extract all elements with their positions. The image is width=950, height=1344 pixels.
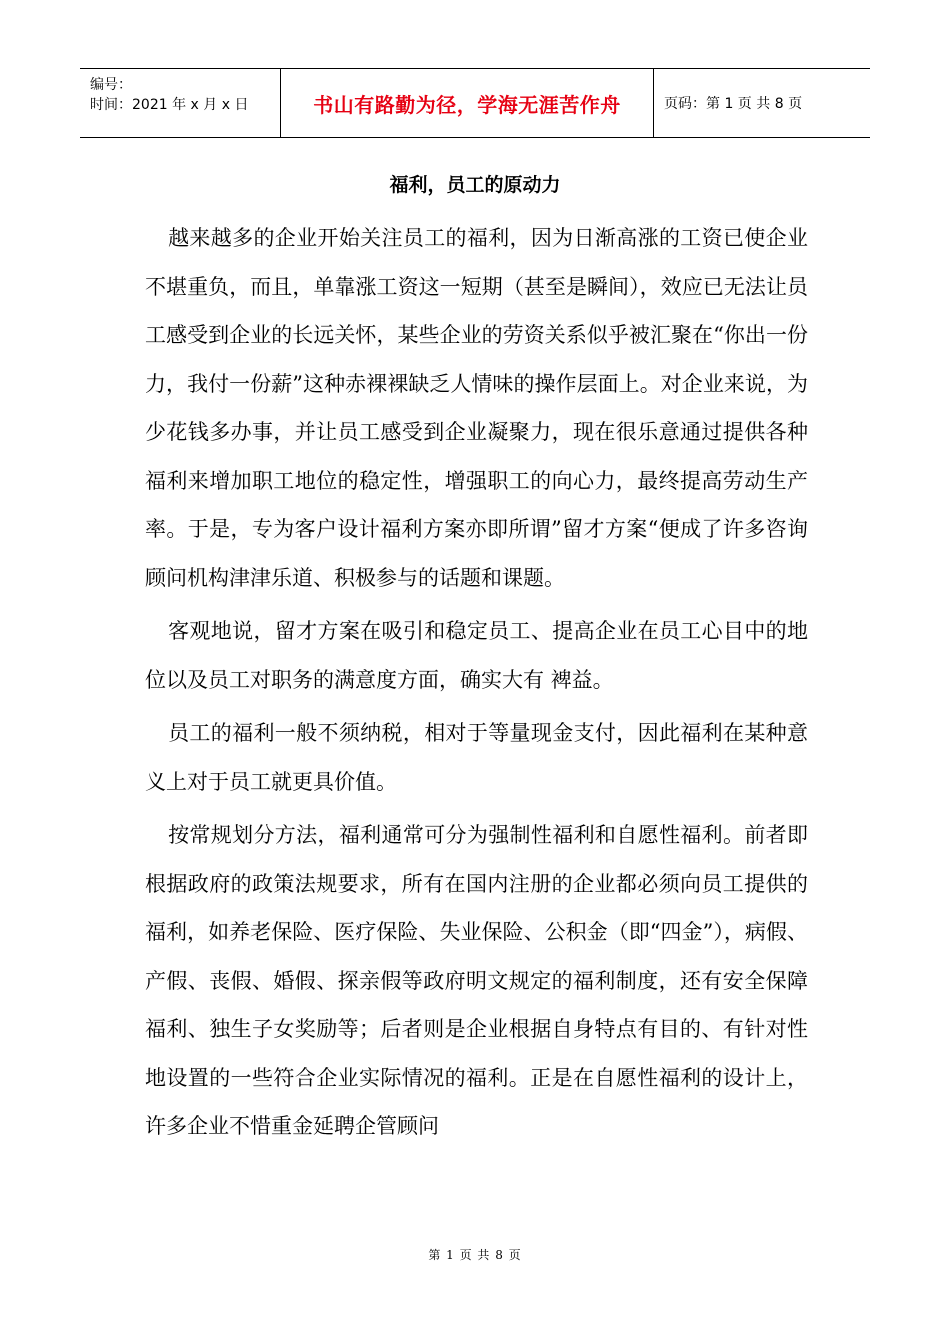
motto-text: 书山有路勤为径，学海无涯苦作舟 — [280, 69, 654, 137]
paragraph-1: 越来越多的企业开始关注员工的福利，因为日渐高涨的工资已使企业不堪重负，而且，单靠涨工资这一短期（甚至是瞬间），效应已无法让员工感受到企业的长远关怀，某些企业的劳资关系似乎被汇聚在“你出一份力，我付一份薪”这种赤裸裸缺乏人情味的操作层面上。对企业来说，为少花钱多办事，并让员工感受到企业凝聚力，现在很乐意通过提供各种福利来增加职工地位的稳定性，增强职工的向心力，最终提高劳动生产率。于是，专为客户设计福利方案亦即所谓”留才方案“便成了许多咨询顾问机构津津乐道、积极参与的话题和课题。 — [145, 226, 808, 590]
page-header — [80, 68, 870, 138]
document-title: 福利，员工的原动力 — [389, 174, 561, 196]
paragraph-4: 按常规划分方法，福利通常可分为强制性福利和自愿性福利。前者即根据政府的政策法规要求，所有在国内注册的企业都必须向员工提供的福利，如养老保险、医疗保险、失业保险、公积金（即“四金”），病假、产假、丧假、婚假、探亲假等政府明文规定的福利制度，还有安全保障福利、独生子女奖励等；后者则是企业根据自身特点有目的、有针对性地设置的一些符合企业实际情况的福利。正是在自愿性福利的设计上，许多企业不惜重金延聘企管顾问 — [145, 823, 808, 1138]
document-body — [145, 214, 808, 1156]
header-left — [80, 69, 280, 137]
paragraph-2: 客观地说，留才方案在吸引和稳定员工、提高企业在员工心目中的地位以及员工对职务的满意度方面，确实大有 裨益。 — [145, 619, 808, 692]
page-footer: 第 1 页 共 8 页 — [428, 1248, 522, 1262]
serial-label: 编号： — [90, 77, 132, 93]
paragraph-3: 员工的福利一般不须纳税，相对于等量现金支付，因此福利在某种意义上对于员工就更具价值。 — [145, 721, 808, 794]
page-info: 页码：第 1 页 共 8 页 — [664, 96, 803, 112]
date-text: 时间：2021 年 x 月 x 日 — [90, 97, 249, 113]
